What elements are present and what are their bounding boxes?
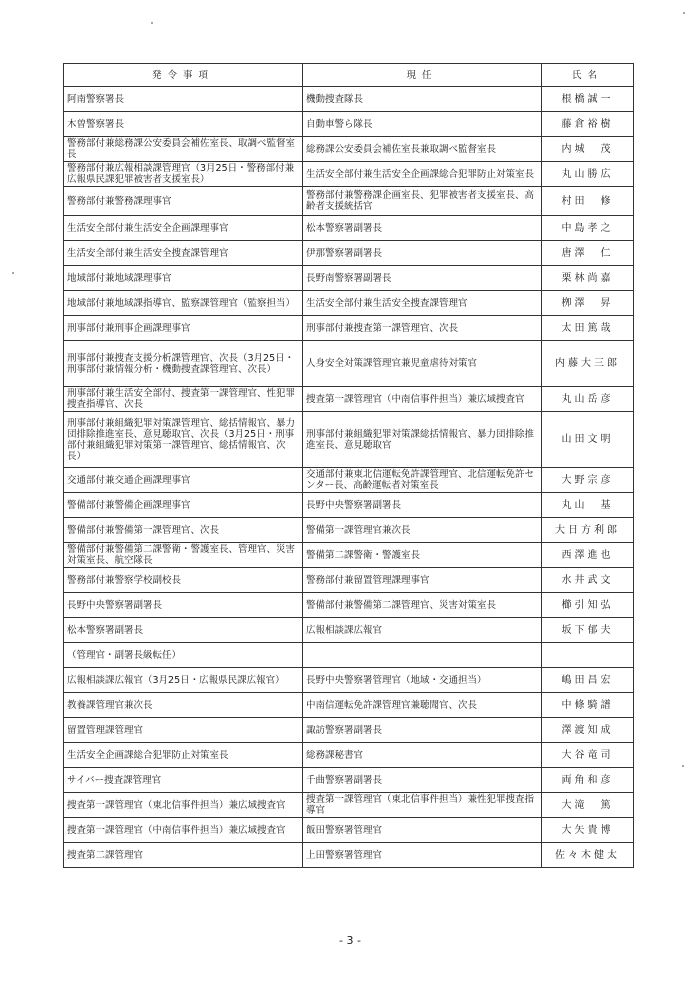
post-cell: 松本警察署副署長 [64, 618, 303, 643]
name-cell: 水井武文 [542, 568, 634, 593]
table-row [64, 316, 634, 341]
post-cell: 捜査第一課管理官（東北信事件担当）兼広域捜査官 [64, 793, 303, 818]
current-cell: 長野中央警察署管理官（地域・交通担当） [303, 668, 542, 693]
post-cell: 警務部付兼総務課公安委員会補佐室長、取調べ監督室長 [64, 137, 303, 162]
post-cell: 留置管理課管理官 [64, 718, 303, 743]
table-row [64, 137, 634, 162]
post-cell: 生活安全部付兼生活安全捜査課管理官 [64, 241, 303, 266]
table-header-row [64, 64, 634, 87]
table-row [64, 216, 634, 241]
post-cell: 刑事部付兼捜査支援分析課管理官、次長（3月25日・刑事部付兼情報分析・機動捜査課管理官、次長） [64, 341, 303, 387]
post-cell: 捜査第一課管理官（中南信事件担当）兼広域捜査官 [64, 818, 303, 843]
post-cell: 警備部付兼警備企画課理事官 [64, 493, 303, 518]
name-cell: 澤渡知成 [542, 718, 634, 743]
current-cell: 人身安全対策課管理官兼児童虐待対策官 [303, 341, 542, 387]
post-cell: 木曽警察署長 [64, 112, 303, 137]
table-row [64, 112, 634, 137]
table-row [64, 568, 634, 593]
name-cell: 佐々木健太 [542, 843, 634, 868]
name-cell: 西澤進也 [542, 543, 634, 568]
personnel-table [63, 63, 634, 868]
post-cell: 警務部付兼警察学校副校長 [64, 568, 303, 593]
table-row [64, 793, 634, 818]
name-cell: 大滝 篤 [542, 793, 634, 818]
current-cell: 交通部付兼東北信運転免許課管理官、北信運転免許センター長、高齢運転者対策室長 [303, 468, 542, 493]
name-cell: 大谷竜司 [542, 743, 634, 768]
table-row [64, 543, 634, 568]
post-cell: 刑事部付兼刑事企画課理事官 [64, 316, 303, 341]
current-cell: 千曲警察署副署長 [303, 768, 542, 793]
name-cell: 藤倉裕樹 [542, 112, 634, 137]
name-cell: 大矢貴博 [542, 818, 634, 843]
name-cell: 内藤大三郎 [542, 341, 634, 387]
section-row [64, 643, 634, 668]
current-cell: 中南信運転免許課管理官兼聴聞官、次長 [303, 693, 542, 718]
post-cell: 地域部付兼地域課理事官 [64, 266, 303, 291]
post-cell: 警務部付兼警務課理事官 [64, 187, 303, 216]
table-row [64, 693, 634, 718]
current-cell: 刑事部付兼組織犯罪対策課総括情報官、暴力団排除推進室長、意見聴取官 [303, 412, 542, 468]
post-cell: 教養課管理官兼次長 [64, 693, 303, 718]
name-cell: 大日方利郎 [542, 518, 634, 543]
name-cell: 内城 茂 [542, 137, 634, 162]
post-cell: 刑事部付兼組織犯罪対策課管理官、総括情報官、暴力団排除推進室長、意見聴取官、次長（3月25日・刑事部付兼組織犯罪対策第一課管理官、総括情報官、次長） [64, 412, 303, 468]
table-row [64, 291, 634, 316]
table-row [64, 468, 634, 493]
current-cell: 自動車警ら隊長 [303, 112, 542, 137]
table-row [64, 718, 634, 743]
header-post: 発令事項 [64, 64, 303, 87]
table-row [64, 187, 634, 216]
current-cell: 警備第一課管理官兼次長 [303, 518, 542, 543]
table-row [64, 412, 634, 468]
name-cell: 両角和彦 [542, 768, 634, 793]
post-cell: 生活安全部付兼生活安全企画課理事官 [64, 216, 303, 241]
post-cell: 生活安全企画課総合犯罪防止対策室長 [64, 743, 303, 768]
current-cell: 諏訪警察署副署長 [303, 718, 542, 743]
scan-speck [151, 22, 153, 24]
name-cell: 丸山 基 [542, 493, 634, 518]
header-name: 氏名 [542, 64, 634, 87]
current-cell: 警備第二課警衛・警護室長 [303, 543, 542, 568]
current-cell: 機動捜査隊長 [303, 87, 542, 112]
scan-speck [12, 272, 14, 274]
current-cell: 伊那警察署副署長 [303, 241, 542, 266]
name-cell: 丸山勝広 [542, 162, 634, 187]
section-label: （管理官・副署長級転任） [64, 643, 303, 668]
page-number: - 3 - [339, 934, 361, 947]
table-row [64, 162, 634, 187]
table-row [64, 493, 634, 518]
table-row [64, 743, 634, 768]
post-cell: 警備部付兼警備第二課警衛・警護室長、管理官、災害対策室長、航空隊長 [64, 543, 303, 568]
current-cell: 上田警察署管理官 [303, 843, 542, 868]
name-cell: 嶋田昌宏 [542, 668, 634, 693]
post-cell: 警備部付兼警備第一課管理官、次長 [64, 518, 303, 543]
post-cell: 広報相談課広報官（3月25日・広報県民課広報官） [64, 668, 303, 693]
table-row [64, 241, 634, 266]
name-cell: 坂下郁夫 [542, 618, 634, 643]
name-cell: 大野宗彦 [542, 468, 634, 493]
scan-speck [682, 765, 684, 767]
scan-speck [683, 12, 685, 14]
name-cell: 栗林尚嘉 [542, 266, 634, 291]
current-cell: 刑事部付兼捜査第一課管理官、次長 [303, 316, 542, 341]
current-cell: 警務部付兼警務課企画室長、犯罪被害者支援室長、高齢者支援統括官 [303, 187, 542, 216]
name-cell: 栁澤 昇 [542, 291, 634, 316]
name-cell: 太田篤哉 [542, 316, 634, 341]
table-row [64, 668, 634, 693]
name-cell: 中條騎譜 [542, 693, 634, 718]
current-cell: 生活安全部付兼生活安全捜査課管理官 [303, 291, 542, 316]
current-cell: 飯田警察署管理官 [303, 818, 542, 843]
post-cell: サイバー捜査課管理官 [64, 768, 303, 793]
table-row [64, 518, 634, 543]
current-cell: 警備部付兼警備第二課管理官、災害対策室長 [303, 593, 542, 618]
table-row [64, 843, 634, 868]
current-cell: 捜査第一課管理官（中南信事件担当）兼広域捜査官 [303, 387, 542, 412]
name-cell: 櫛引知弘 [542, 593, 634, 618]
table-row [64, 341, 634, 387]
post-cell: 刑事部付兼生活安全部付、捜査第一課管理官、性犯罪捜査指導官、次長 [64, 387, 303, 412]
post-cell: 長野中央警察署副署長 [64, 593, 303, 618]
current-cell: 総務課公安委員会補佐室長兼取調べ監督室長 [303, 137, 542, 162]
header-current: 現任 [303, 64, 542, 87]
name-cell: 根橋誠一 [542, 87, 634, 112]
current-cell: 広報相談課広報官 [303, 618, 542, 643]
name-cell: 村田 修 [542, 187, 634, 216]
table-row [64, 818, 634, 843]
table-row [64, 266, 634, 291]
current-cell: 松本警察署副署長 [303, 216, 542, 241]
name-cell: 中島孝之 [542, 216, 634, 241]
current-cell: 長野南警察署副署長 [303, 266, 542, 291]
name-cell: 山田文明 [542, 412, 634, 468]
name-cell: 唐澤 仁 [542, 241, 634, 266]
post-cell: 警務部付兼広報相談課管理官（3月25日・警務部付兼広報県民課犯罪被害者支援室長） [64, 162, 303, 187]
current-cell: 生活安全部付兼生活安全企画課総合犯罪防止対策室長 [303, 162, 542, 187]
table-row [64, 593, 634, 618]
current-cell: 警務部付兼留置管理課理事官 [303, 568, 542, 593]
table-row [64, 768, 634, 793]
table-row [64, 87, 634, 112]
current-cell: 長野中央警察署副署長 [303, 493, 542, 518]
post-cell: 捜査第二課管理官 [64, 843, 303, 868]
table-row [64, 387, 634, 412]
current-cell: 捜査第一課管理官（東北信事件担当）兼性犯罪捜査指導官 [303, 793, 542, 818]
post-cell: 地域部付兼地域課指導官、監察課管理官（監察担当） [64, 291, 303, 316]
name-cell: 丸山岳彦 [542, 387, 634, 412]
current-cell: 総務課秘書官 [303, 743, 542, 768]
post-cell: 阿南警察署長 [64, 87, 303, 112]
table-row [64, 618, 634, 643]
post-cell: 交通部付兼交通企画課理事官 [64, 468, 303, 493]
